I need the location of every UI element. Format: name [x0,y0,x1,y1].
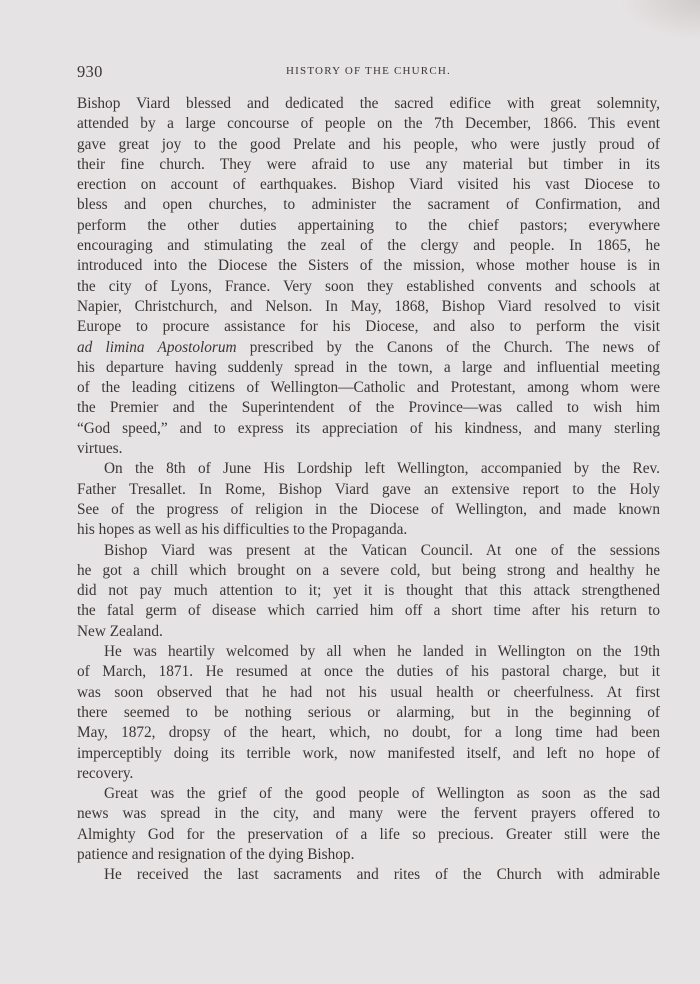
text-line [77,723,660,743]
text-line [77,256,660,276]
text-line [77,175,660,195]
line-text: On the 8th of June His Lordship left Wellington, accompanied by the Rev. [104,460,660,478]
line-text: Bishop Viard blessed and dedicated the sacred edifice with great solemnity, [77,95,660,112]
line-text: the Premier and the Superintendent of the Province—was called to wish him [77,399,660,417]
italic-phrase: ad limina Apostolorum [77,338,237,356]
text-line [77,459,660,479]
line-text: Europe to procure assistance for his Diocese, and also to perform the visit [77,318,660,336]
text-line [77,236,660,256]
text-line [77,601,660,621]
line-text: their fine church. They were afraid to use any material but timber in its [77,155,660,173]
line-text: perform the other duties appertaining to the chief pastors; everywhere [77,216,660,234]
text-line [77,480,660,500]
text-line [77,155,660,175]
line-text: prescribed by the Canons of the Church. The news of [236,338,660,356]
line-text: erection on account of earthquakes. Bishop Viard visited his vast Diocese to [77,176,660,194]
line-text: of March, 1871. He resumed at once the duties of his pastoral charge, but it [77,663,660,681]
line-text: patience and resignation of the dying Bishop. [77,845,355,863]
line-text: of the leading citizens of Wellington—Catholic and Protestant, among whom were [77,379,660,397]
text-line [77,683,660,703]
text-line [77,398,660,418]
line-text: Great was the grief of the good people of Wellington as soon as the sad [104,785,660,803]
text-line [77,642,660,662]
text-line [77,825,660,845]
text-line [77,378,660,398]
text-line [77,114,660,134]
line-text: Bishop Viard was present at the Vatican Council. At one of the sessions [104,541,660,559]
line-text: his hopes as well as his difficulties to the Propaganda. [77,521,408,539]
text-line [77,439,660,459]
paper-stain [620,0,700,40]
text-line [77,541,660,561]
running-title: HISTORY OF THE CHURCH. [286,65,451,77]
text-line [77,297,660,317]
line-text: He received the last sacraments and rites of the Church with admirable [104,866,660,884]
line-text: news was spread in the city, and many were the fervent prayers offered to [77,805,660,823]
text-line [77,94,660,114]
line-text: there seemed to be nothing serious or alarming, but in the beginning of [77,703,660,721]
line-text: virtues. [77,440,123,458]
line-text: was soon observed that he had not his usual health or cheerfulness. At first [77,683,660,701]
line-text: New Zealand. [77,622,163,640]
line-text: gave great joy to the good Prelate and his people, who were justly proud of [77,135,660,153]
text-line [77,804,660,824]
text-line [77,845,660,865]
line-text: Father Tresallet. In Rome, Bishop Viard gave an extensive report to the Holy [77,480,660,498]
line-text: “God speed,” and to express its appreciation of his kindness, and many sterling [77,419,660,437]
text-line [77,764,660,784]
line-text: imperceptibly doing its terrible work, now manifested itself, and left no hope of [77,744,660,762]
text-line [77,419,660,439]
line-text: the fatal germ of disease which carried him off a short time after his return to [77,602,660,620]
line-text: did not pay much attention to it; yet it is thought that this attack strengthened [77,582,660,600]
text-line [77,662,660,682]
text-line [77,195,660,215]
line-text: attended by a large concourse of people on the 7th December, 1866. This event [77,115,660,133]
text-line [77,703,660,723]
line-text: See of the progress of religion in the Diocese of Wellington, and made known [77,500,660,518]
text-line [77,561,660,581]
line-text: he got a chill which brought on a severe cold, but being strong and healthy he [77,561,660,579]
text-line [77,784,660,804]
text-line [77,277,660,297]
text-line [77,744,660,764]
text-line [77,500,660,520]
text-line [77,358,660,378]
text-line [77,622,660,642]
line-text: the city of Lyons, France. Very soon they established convents and schools at [77,277,660,295]
text-line [77,317,660,337]
line-text: introduced into the Diocese the Sisters of the mission, whose mother house is in [77,257,660,275]
text-line [77,520,660,540]
line-text: Napier, Christchurch, and Nelson. In May, 1868, Bishop Viard resolved to visit [77,297,660,315]
line-text: bless and open churches, to administer the sacrament of Confirmation, and [77,196,660,214]
line-text: He was heartily welcomed by all when he landed in Wellington on the 19th [104,643,660,661]
text-line [77,216,660,236]
line-text: May, 1872, dropsy of the heart, which, no doubt, for a long time had been [77,724,660,742]
line-text: recovery. [77,764,134,782]
line-text: Almighty God for the preservation of a life so precious. Greater still were the [77,825,660,843]
text-line [77,865,660,885]
text-line [77,135,660,155]
page-header [77,62,660,82]
text-line [77,581,660,601]
body-text [77,94,660,886]
text-line [77,338,660,358]
line-text: his departure having suddenly spread in the town, a large and influential meeting [77,358,660,376]
line-text: encouraging and stimulating the zeal of the clergy and people. In 1865, he [77,237,660,255]
page-number: 930 [77,62,103,81]
